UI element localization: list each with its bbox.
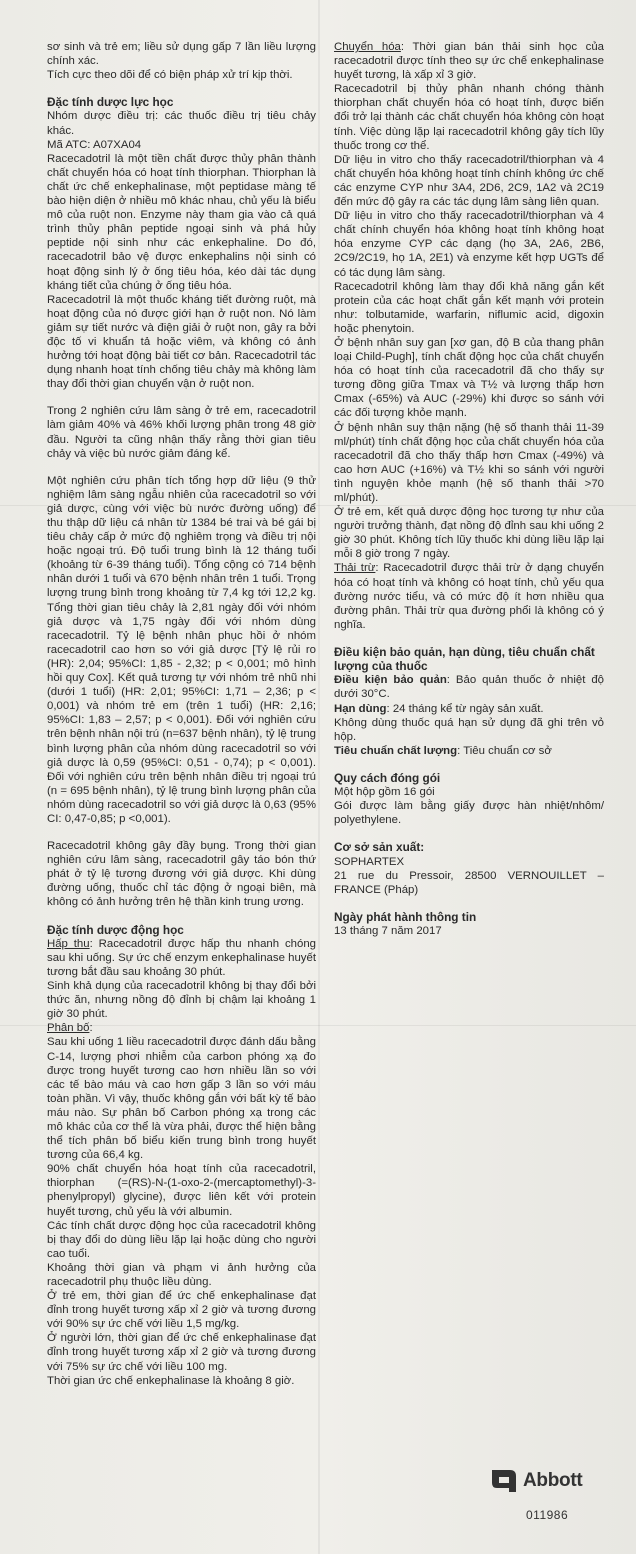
pharmacokinetics-heading: Đặc tính dược động học: [47, 922, 184, 937]
shelf-life-label: Hạn dùng: [334, 702, 387, 715]
shelf-life-note: Không dùng thuốc quá hạn sử dụng đã ghi trên vỏ hộp.: [334, 716, 604, 743]
packaging-heading: Quy cách đóng gói: [334, 770, 441, 785]
elimination-text: [334, 561, 604, 631]
storage-body: : Bảo quản thuốc ở nhiệt độ dưới 30°C.: [334, 674, 604, 701]
pediatric-pk-text: Ở trẻ em, kết quả dược động học tương tự như của người trưởng thành, đạt nồng độ đỉnh sau khi uống 2 giờ 30 phút. Không tích lũy thuốc khi dùng liều lặp lại mỗi 8 giờ trong 7 ngày.: [334, 506, 604, 561]
distribution-text: Sau khi uống 1 liều racecadotril được đánh dấu bằng C-14, lượng phơi nhiễm của carbon phóng xạ đo được trong huyết tương cao hơn nhiều lần so với các tế bào máu và cao hơn gấp 3 lần so với máu toàn phần. Vì vậy, thuốc không gắn với bất kỳ tế bào máu nào. Sự phân bố Carbon phóng xạ trong các mô khác của cơ thể là vừa phải, được thể hiện bằng thể tích phân bố biểu kiến trung bình trong huyết tương của 66,4 kg.: [47, 1036, 316, 1162]
storage-label: Điều kiện bảo quản: [334, 674, 447, 687]
quality-standard-label: Tiêu chuẩn chất lượng: [334, 744, 458, 757]
pd-paragraph: Một nghiên cứu phân tích tổng hợp dữ liệu (9 thử nghiệm lâm sàng ngẫu nhiên của racecadotril so với giả dược, cùng với việc bù nước đường uống) để thu thập dữ liệu cá nhân từ 1384 bé trai và bé gái bị tiêu chảy cấp ở mức độ nghiêm trọng và điều trị nội hoặc ngoại trú. Độ tuổi trung bình là 12 tháng tuổi (khoảng từ 6-39 tháng tuổi). Tổng cộng có 714 bệnh nhân dưới 1 tuổi và 670 bệnh nhân trên 1 tuổi. Trọng lượng trung bình trong khoảng từ 7,4 kg tới 12,2 kg. Tổng thời gian tiêu chảy là 2,81 ngày đối với nhóm giả dược và 1,75 ngày đối với nhóm dùng racecadotril. Tỷ lệ bệnh nhân phục hồi ở nhóm racecadotril cao hơn so với giả dược [Tỷ lệ rủi ro (HR): 2,04; 95%CI: 1,85 - 2,32; p < 0,001; mô hình hồi quy Cox]. Kết quả tương tự với nhóm trẻ nhũ nhi (dưới 1 tuổi) (HR: 2,01; 95%CI: 1,71 – 2,36; p < 0,001) và nhóm trẻ em (trên 1 tuổi) (HR: 2,16; 95%CI: 1,83 – 2,57; p < 0,001). Đối với nghiên cứu trên bệnh nhân nội trú (n=637 bệnh nhân), tỷ lệ trung bình lượng phân của nhóm dùng racecadotril so với giả dược là 0,59 (95%CI: 0,51 - 0,74); p < 0,001). Đối với nghiên cứu trên bệnh nhân điều trị ngoại trú (n = 695 bệnh nhân), tỷ lệ trung bình lượng phân của nhóm dùng racecadotril so với giả dược là 0,63 (95% CI: 0,47-0,85; p <0,001).: [47, 474, 316, 825]
metabolism-text: Dữ liệu in vitro cho thấy racecadotril/thiorphan và 4 chất chính chuyển hóa không hoạt tính không hoạt hóa enzyme CYP các dạng (họ 3A, 2A6, 2B6, 2C9/2C19, họ 1A, 2E1) và enzyme kết hợp UGTs để có tác dụng lâm sàng.: [334, 210, 604, 279]
storage-text: [334, 673, 604, 701]
metabolism-label: Chuyển hóa: [334, 41, 401, 53]
metabolism-text: Racecadotril không làm thay đổi khả năng gắn kết protein của các hoạt chất gắn kết mạnh với protein như: tolbutamide, warfarin, niflumic acid, digoxin hoặc phenytoin.: [334, 280, 604, 335]
logo-text: Abbott: [523, 1470, 583, 1491]
right-column: [334, 40, 604, 938]
fold-line: [318, 0, 320, 1554]
metabolism-text: Racecadotril bị thủy phân nhanh chóng thành thiorphan chất chuyển hóa có hoạt tính, được biến đổi trở lại thành các chất chuyển hóa không còn hoạt tính. Việc dùng lặp lại racecadotril không gây tích lũy thuốc trong cơ thể.: [334, 83, 604, 152]
pd-paragraph: Racecadotril là một thuốc kháng tiết đường ruột, mà hoạt động của nó được giới hạn ở ruột non. Nó làm giảm sự tiết nước và điện giải ở ruột non, gây ra bởi độc tố vi khuẩn tả hoặc viêm, và không có ảnh hưởng tới hoạt động bài tiết cơ bản. Racecadotril tác dụng nhanh hoạt tính chống tiêu chảy mà không làm thay đổi thời gian chuyển vận ở ruột non.: [47, 293, 316, 391]
distribution-text: Ở trẻ em, thời gian để ức chế enkephalinase đạt đỉnh trong huyết tương xấp xỉ 2 giờ và tương đương với 90% sự ức chế với liều 1,5 mg/kg.: [47, 1290, 316, 1331]
document-code: 011986: [526, 1508, 569, 1522]
atc-code: Mã ATC: A07XA04: [47, 138, 142, 151]
distribution-text: Khoảng thời gian và phạm vi ảnh hưởng của racecadotril phụ thuộc liều dùng.: [47, 1261, 316, 1288]
pharmacotherapeutic-group: Nhóm dược điều trị: các thuốc điều trị tiêu chảy khác.: [47, 110, 316, 137]
quality-standard-text: [334, 744, 604, 758]
pd-paragraph: Trong 2 nghiên cứu lâm sàng ở trẻ em, racecadotril làm giảm 40% và 46% khối lượng phân trong 48 giờ đầu. Người ta cũng nhận thấy rằng thời gian tiêu chảy và việc bù nước giảm đáng kể.: [47, 405, 316, 460]
distribution-text: Thời gian ức chế enkephalinase là khoảng 8 giờ.: [47, 1374, 295, 1387]
packaging-text: Gói được làm bằng giấy được hàn nhiệt/nhôm/ polyethylene.: [334, 800, 604, 827]
pd-paragraph: Racecadotril không gây đầy bụng. Trong thời gian nghiên cứu lâm sàng, racecadotril gây táo bón thứ phát ở tỷ lệ tương đương với giả dược. Khi dùng đường uống, thuốc chỉ tác động ở ngoại biên, mà không có ảnh hưởng trên hệ thần kinh trung ương.: [47, 840, 316, 909]
pharmacodynamics-heading: Đặc tính dược lực học: [47, 95, 174, 110]
issue-date-heading: Ngày phát hành thông tin: [334, 909, 477, 924]
overdose-monitoring: Tích cực theo dõi để có biện pháp xử trí kịp thời.: [47, 69, 293, 82]
renal-impairment-text: Ở bệnh nhân suy thận nặng (hệ số thanh thải 11-39 ml/phút) tính chất động học của chất chuyển hóa của racecadotril đã cho thấy thấp hơn Cmax (-49%) và cao hơn AUC (+16%) và T½ khi so sánh với người tình nguyện khỏe mạnh (hệ số thanh thải >70 ml/phút).: [334, 421, 604, 504]
left-column: [47, 40, 316, 1388]
packaging-text: Một hộp gồm 16 gói: [334, 786, 435, 799]
quality-standard-body: : Tiêu chuẩn cơ sở: [457, 744, 552, 757]
absorption-text: [47, 937, 316, 979]
pd-paragraph: Racecadotril là một tiền chất được thủy phân thành chất chuyển hóa có hoạt tính thiorphan. Thiorphan là chất ức chế enkephalinase, một peptidase màng tế bào hiện diện ở nhiều mô khác nhau, chủ yếu là biểu mô của ruột non. Enzyme này tham gia vào cả quá trình thủy phân peptide ngoại sinh và phá hủy peptide nội sinh như các enkephaline. Do đó, racecadotril bảo vệ được enkephalins nội sinh có hoạt động sinh lý ở ống tiêu hóa, kéo dài tác dụng kháng tiết của chúng ở ống tiêu hóa.: [47, 152, 316, 292]
storage-heading: Điều kiện bảo quản, hạn dùng, tiêu chuẩn chất lượng của thuốc: [334, 644, 595, 674]
elimination-body: : Racecadotril được thải trừ ở dạng chuyển hóa có hoạt tính và không có hoạt tính, chủ yếu qua đường nước tiểu, và có mức độ ít hơn nhiều qua đường phân. Thải trừ qua đường phổi là không có ý nghĩa.: [334, 562, 604, 631]
distribution-label-line: Phân bố:: [47, 1022, 93, 1035]
issue-date: 13 tháng 7 năm 2017: [334, 925, 442, 938]
metabolism-body: : Thời gian bán thải sinh học của racecadotril được tính theo sự ức chế enkephalinase huyết tương, là xấp xỉ 3 giờ.: [334, 41, 604, 82]
distribution-text: Các tính chất dược động học của racecadotril không bị thay đổi do dùng liều lặp lại hoặc dùng cho người cao tuổi.: [47, 1219, 316, 1260]
manufacturer-address: 21 rue du Pressoir, 28500 VERNOUILLET – FRANCE (Pháp): [334, 869, 604, 896]
shelf-life-body: : 24 tháng kể từ ngày sản xuất.: [386, 702, 544, 715]
elimination-label: Thải trừ: [334, 562, 376, 575]
bioavailability-text: Sinh khả dụng của racecadotril không bị thay đổi bởi thức ăn, nhưng nồng độ đỉnh bị chậm lại khoảng 1 giờ 30 phút.: [47, 980, 316, 1021]
manufacturer-name: SOPHARTEX: [334, 855, 405, 868]
distribution-text: Ở người lớn, thời gian để ức chế enkephalinase đạt đỉnh trong huyết tương xấp xỉ 2 giờ và tương đương với 75% sự ức chế với liều 100 mg.: [47, 1332, 316, 1373]
overdose-text: sơ sinh và trẻ em; liều sử dụng gấp 7 lần liều lượng chính xác.: [47, 41, 316, 68]
shelf-life-text: [334, 702, 604, 716]
absorption-body: : Racecadotril được hấp thu nhanh chóng sau khi uống. Sự ức chế enzym enkephalinase huyết tương bắt đầu sau khoảng 30 phút.: [47, 937, 316, 978]
hepatic-impairment-text: Ở bệnh nhân suy gan [xơ gan, độ B của thang phân loại Child-Pugh], tính chất động học của chất chuyển hóa có hoạt tính của racecadotril đã cho thấy sự tương đồng giữa Tmax và T½ và lượng thấp hơn Cmax (-65%) và AUC (-29%) khi được so sánh với các đối tượng khỏe mạnh.: [334, 336, 604, 420]
metabolism-text: [334, 40, 604, 82]
manufacturer-heading: Cơ sở sản xuất:: [334, 840, 425, 855]
metabolism-text: Dữ liệu in vitro cho thấy racecadotril/thiorphan và 4 chất chuyển hóa không hoạt tính chính không ức chế các enzyme CYP như 3A4, 2D6, 2C9, 1A2 và 2C19 đến mức độ gây ra các tác dụng lâm sàng liên quan.: [334, 153, 604, 209]
absorption-label: Hấp thu: [47, 937, 90, 950]
abbott-logo: [490, 1466, 620, 1496]
distribution-label: Phân bố: [47, 1022, 90, 1035]
abbott-logo-icon: [490, 1468, 518, 1494]
distribution-text: 90% chất chuyển hóa hoạt tính của racecadotril, thiorphan (=(RS)-N-(1-oxo-2-(mercaptomethyl)-3-phenylpropyl) glycine), được liên kết với protein huyết tương, chủ yếu là với albumin.: [47, 1163, 316, 1218]
